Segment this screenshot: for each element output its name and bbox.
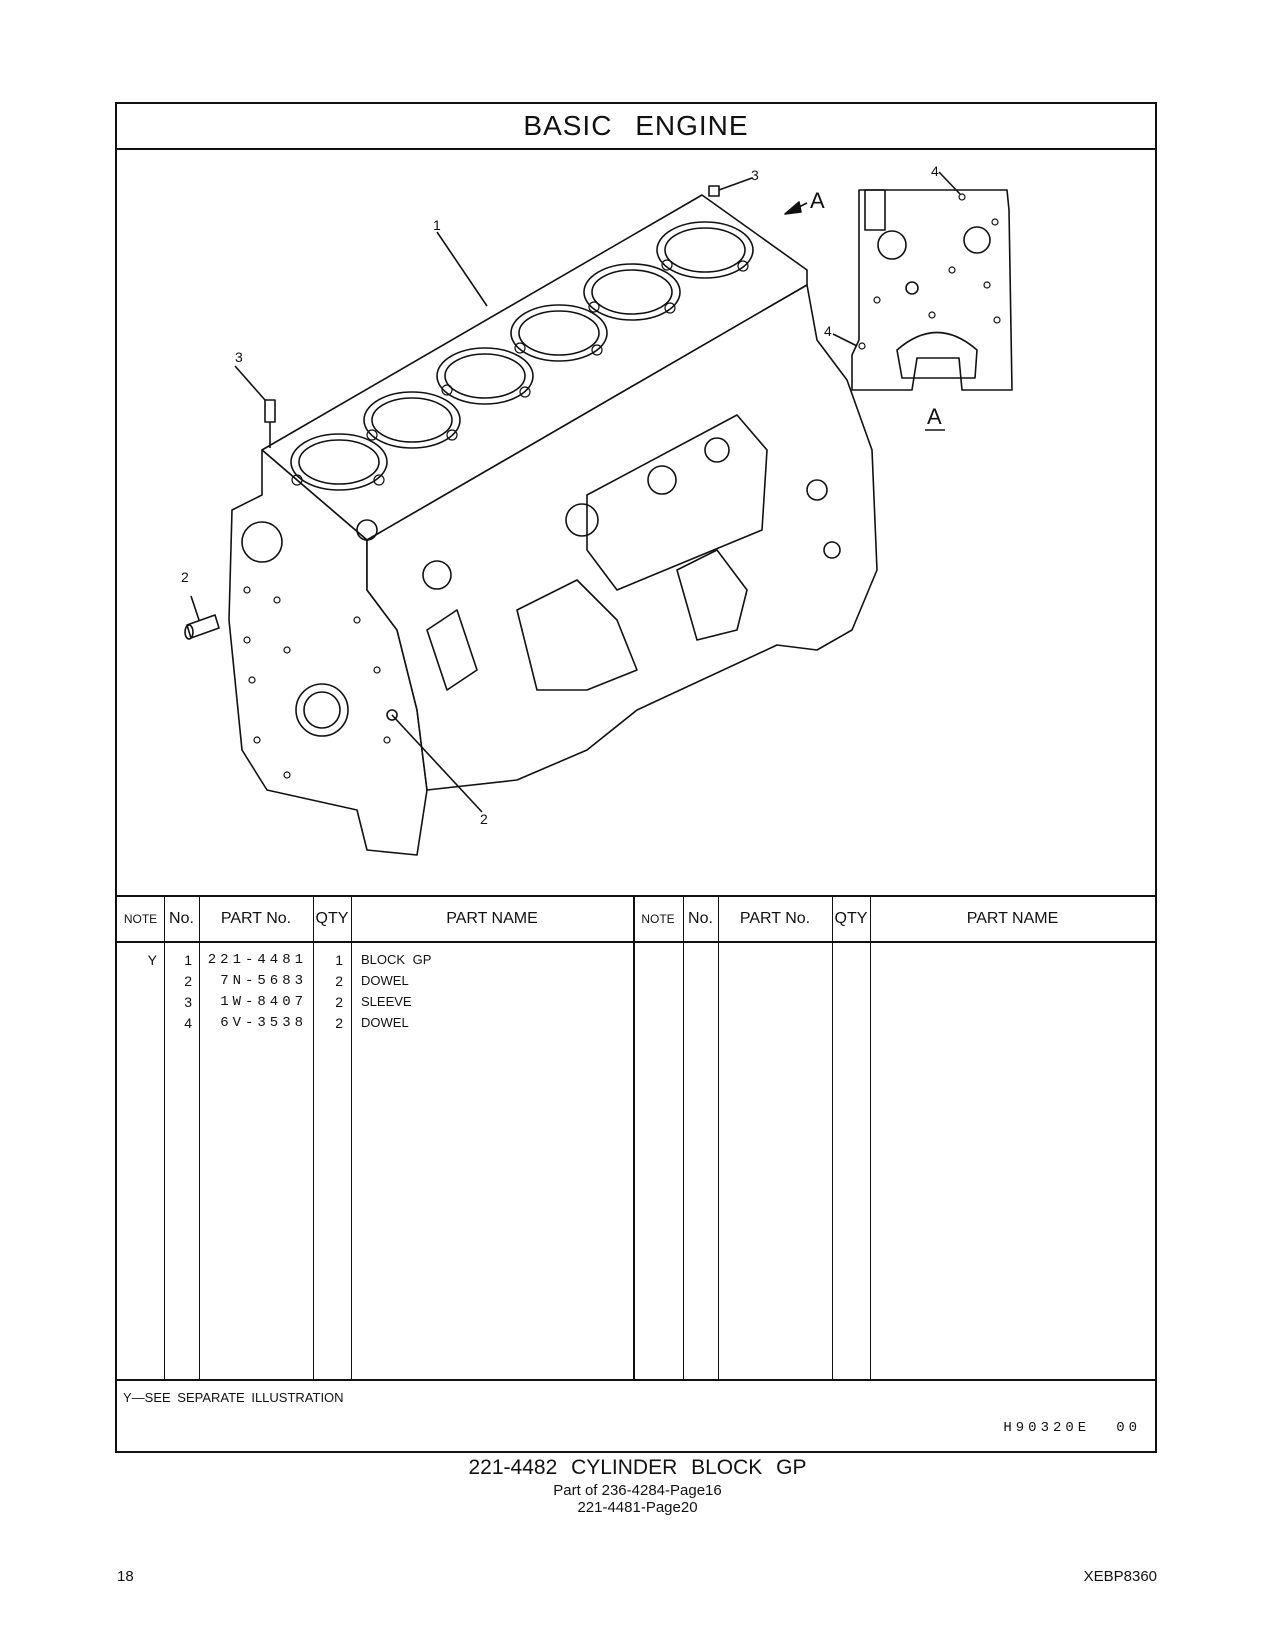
row-quantity: 2 [335, 994, 343, 1010]
header-part-no-left: PART No. [220, 910, 292, 927]
parts-table [117, 895, 1155, 1381]
row-part-number: 221-4481 [207, 952, 307, 968]
callout-2-side: 2 [480, 811, 488, 827]
publication-number: XEBP8360 [1083, 1568, 1157, 1585]
row-note [117, 1012, 157, 1034]
row-note [117, 991, 157, 1013]
row-part-number: 7N-5683 [220, 973, 307, 989]
row-note [117, 970, 157, 992]
drawing-code: H90320E [1003, 1420, 1091, 1436]
callout-3-right: 3 [751, 167, 759, 183]
column-divider [832, 897, 833, 1379]
group-reference-1: Part of 236-4284-Page16 [553, 1482, 722, 1499]
footnote: Y—SEE SEPARATE ILLUSTRATION [123, 1390, 344, 1405]
table-row [117, 949, 677, 971]
drawing-reference [1003, 1420, 1141, 1436]
callout-3-left: 3 [235, 349, 243, 365]
table-row [117, 970, 677, 992]
header-divider [117, 941, 1155, 943]
view-a-arrow-label: A [810, 188, 825, 213]
row-part-name: DOWEL [361, 973, 409, 988]
row-part-number: 1W-8407 [220, 994, 307, 1010]
row-quantity: 1 [335, 952, 343, 968]
row-number: 4 [184, 1015, 192, 1031]
callout-2-front: 2 [181, 569, 189, 585]
drawing-revision: 00 [1116, 1420, 1141, 1436]
header-note-left: NOTE [123, 912, 158, 926]
column-divider [870, 897, 871, 1379]
column-divider [683, 897, 684, 1379]
row-part-name: SLEEVE [361, 994, 412, 1009]
page-title: BASIC ENGINE [117, 104, 1155, 150]
header-part-no-right: PART No. [739, 910, 811, 927]
row-number: 1 [184, 952, 192, 968]
header-note-right: NOTE [641, 912, 675, 926]
column-divider [718, 897, 719, 1379]
header-part-name-left: PART NAME [446, 910, 538, 927]
engine-block-illustration [117, 150, 1155, 895]
callout-1: 1 [433, 217, 441, 233]
group-title: 221-4482 CYLINDER BLOCK GP [468, 1456, 807, 1479]
group-reference-2: 221-4481-Page20 [577, 1499, 698, 1516]
callout-4-top: 4 [931, 163, 939, 179]
header-no-right: No. [688, 910, 713, 927]
row-part-name: DOWEL [361, 1015, 409, 1030]
view-a-title: A [927, 404, 942, 429]
page-frame [115, 102, 1157, 1453]
header-qty-left: QTY [315, 910, 349, 927]
table-row [117, 991, 677, 1013]
header-part-name-right: PART NAME [966, 910, 1059, 927]
table-row [117, 1012, 677, 1034]
row-note: Y [147, 952, 157, 968]
row-number: 3 [184, 994, 192, 1010]
row-number: 2 [184, 973, 192, 989]
row-part-name: BLOCK GP [361, 952, 432, 967]
row-quantity: 2 [335, 1015, 343, 1031]
row-part-number: 6V-3538 [220, 1015, 307, 1031]
header-qty-right: QTY [834, 910, 868, 927]
page-number: 18 [117, 1568, 134, 1585]
header-no-left: No. [169, 910, 194, 927]
row-quantity: 2 [335, 973, 343, 989]
view-a-outline [852, 190, 1012, 390]
callout-4-mid: 4 [824, 323, 832, 339]
